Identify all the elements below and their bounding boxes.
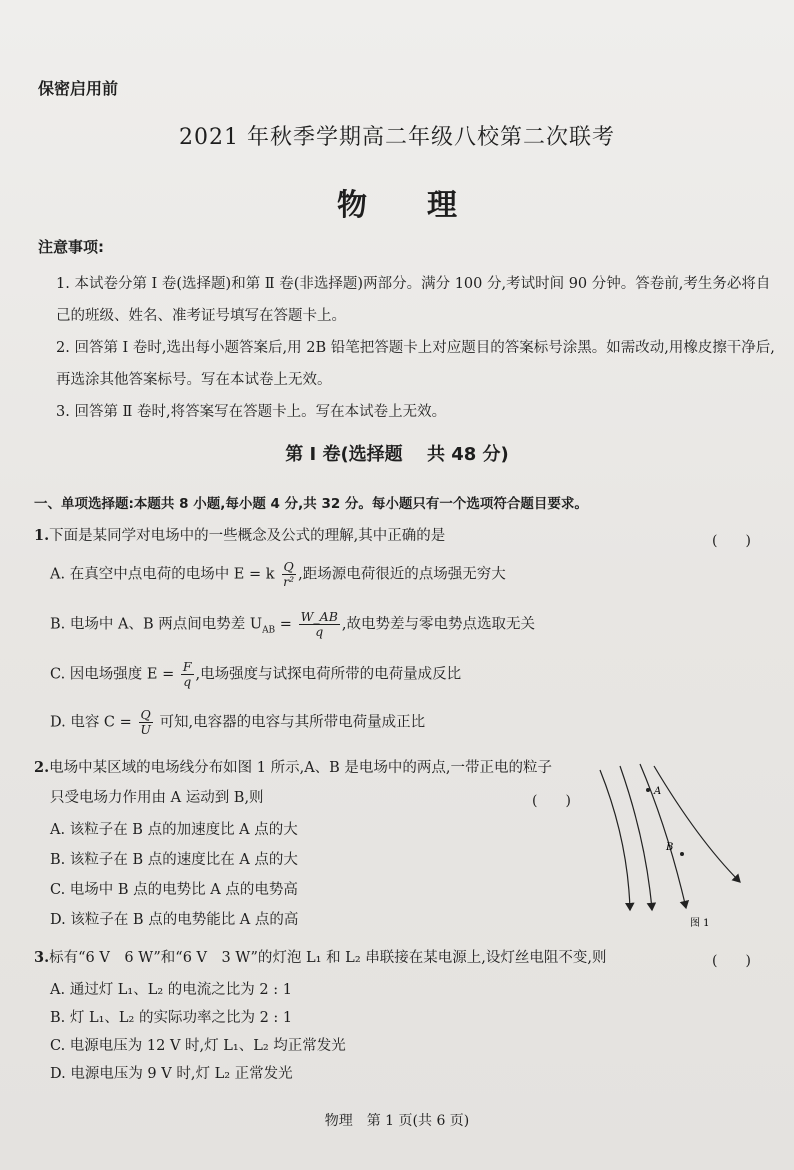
q1-a-fraction <box>281 560 296 589</box>
notice-item-1: 1. 本试卷分第 Ⅰ 卷(选择题)和第 Ⅱ 卷(非选择题)两部分。满分 100 分,考试时间 90 分钟。答卷前,考生务必将自己的班级、姓名、准考证号填写在答题卡上。 <box>56 276 771 324</box>
notice-item-3: 3. 回答第 Ⅱ 卷时,将答案写在答题卡上。写在本试卷上无效。 <box>56 404 447 420</box>
section-instructions: 一、单项选择题:本题共 8 小题,每小题 4 分,共 32 分。每小题只有一个选项符合题目要求。 <box>34 496 588 512</box>
question-1-option-d <box>50 708 425 737</box>
confidential-label: 保密启用前 <box>38 79 119 98</box>
q1-d-fraction <box>138 708 153 737</box>
q1-c-num: F <box>182 659 192 674</box>
field-line-2 <box>620 766 652 910</box>
question-3-answer-paren: ( ) <box>712 953 751 969</box>
field-line-1 <box>600 770 630 910</box>
q1-b-num: W_AB <box>300 609 338 624</box>
q1-d-den: U <box>140 722 151 737</box>
q1-d-post: 可知,电容器的电容与其所带电荷量成正比 <box>154 714 426 731</box>
q1-d-text: D. 电容 C = <box>50 714 137 731</box>
question-2-option-c: C. 电场中 B 点的电势比 A 点的电势高 <box>50 882 298 898</box>
q1-a-den: r² <box>283 574 295 589</box>
figure-1-field-lines <box>598 760 768 930</box>
q1-d-num: Q <box>140 707 151 722</box>
question-3-option-a: A. 通过灯 L₁、L₂ 的电流之比为 2 : 1 <box>50 982 292 998</box>
page-footer: 物理 第 1 页(共 6 页) <box>324 1113 470 1129</box>
exam-title: 2021 年秋季学期高二年级八校第二次联考 <box>179 125 615 150</box>
question-2-option-b: B. 该粒子在 B 点的速度比在 A 点的大 <box>50 852 298 868</box>
question-1-number: 1. <box>34 527 50 544</box>
q1-c-text: C. 因电场强度 E = <box>50 666 179 683</box>
question-2-option-a: A. 该粒子在 B 点的加速度比 A 点的大 <box>50 822 298 838</box>
q1-b-den: q <box>315 624 324 639</box>
figure-1-label: 图 1 <box>690 918 710 929</box>
question-2-number: 2. <box>34 759 50 776</box>
q1-b-eq: = <box>275 616 297 633</box>
question-3-option-b: B. 灯 L₁、L₂ 的实际功率之比为 2 : 1 <box>50 1010 293 1026</box>
question-1-option-a <box>50 560 506 589</box>
field-line-4 <box>654 766 740 882</box>
question-1-text: 下面是某同学对电场中的一些概念及公式的理解,其中正确的是 <box>49 528 446 544</box>
q1-a-text: A. 在真空中点电荷的电场中 E = k <box>50 566 275 583</box>
q1-b-fraction <box>299 610 340 639</box>
question-1-option-c <box>50 660 461 689</box>
section-title: 第 Ⅰ 卷(选择题 共 48 分) <box>285 444 509 465</box>
question-2-stem <box>34 756 552 777</box>
question-1-option-b <box>50 610 535 639</box>
q1-c-den: q <box>183 674 192 689</box>
notice-item-2: 2. 回答第 Ⅰ 卷时,选出每小题答案后,用 2B 铅笔把答题卡上对应题目的答案标号涂黑。如需改动,用橡皮擦干净后,再选涂其他答案标号。写在本试卷上无效。 <box>56 340 775 388</box>
question-3-option-c: C. 电源电压为 12 V 时,灯 L₁、L₂ 均正常发光 <box>50 1038 346 1054</box>
q1-c-post: ,电场强度与试探电荷所带的电荷量成反比 <box>195 666 462 683</box>
question-3-number: 3. <box>34 949 50 966</box>
point-b-dot <box>680 852 684 856</box>
question-2-stem-line2: 只受电场力作用由 A 运动到 B,则 <box>50 790 264 806</box>
question-1-stem <box>34 524 445 545</box>
point-b-label: B <box>666 842 674 853</box>
q1-a-num: Q <box>283 559 294 574</box>
question-3-stem <box>34 946 606 967</box>
point-a-label: A <box>654 786 662 797</box>
q1-a-post: ,距场源电荷很近的点场强无穷大 <box>298 566 506 583</box>
notice-list <box>56 268 776 428</box>
q1-b-text: B. 电场中 A、B 两点间电势差 U <box>50 616 263 633</box>
subject-title: 物理 <box>337 188 517 223</box>
question-1-answer-paren: ( ) <box>712 533 751 549</box>
question-2-text-1: 电场中某区域的电场线分布如图 1 所示,A、B 是电场中的两点,一带正电的粒子 <box>49 760 553 776</box>
q1-c-fraction <box>181 660 194 689</box>
question-3-option-d: D. 电源电压为 9 V 时,灯 L₂ 正常发光 <box>50 1066 293 1082</box>
q1-b-post: ,故电势差与零电势点选取无关 <box>341 616 535 633</box>
notice-heading: 注意事项: <box>38 238 104 256</box>
point-a-dot <box>646 788 650 792</box>
question-2-option-d: D. 该粒子在 B 点的电势能比 A 点的高 <box>50 912 299 928</box>
field-line-3 <box>640 764 686 908</box>
question-3-text: 标有“6 V 6 W”和“6 V 3 W”的灯泡 L₁ 和 L₂ 串联接在某电源上,设灯丝电阻不变,则 <box>49 950 607 966</box>
q1-b-sub: AB <box>262 625 276 636</box>
question-2-answer-paren: ( ) <box>532 793 571 809</box>
